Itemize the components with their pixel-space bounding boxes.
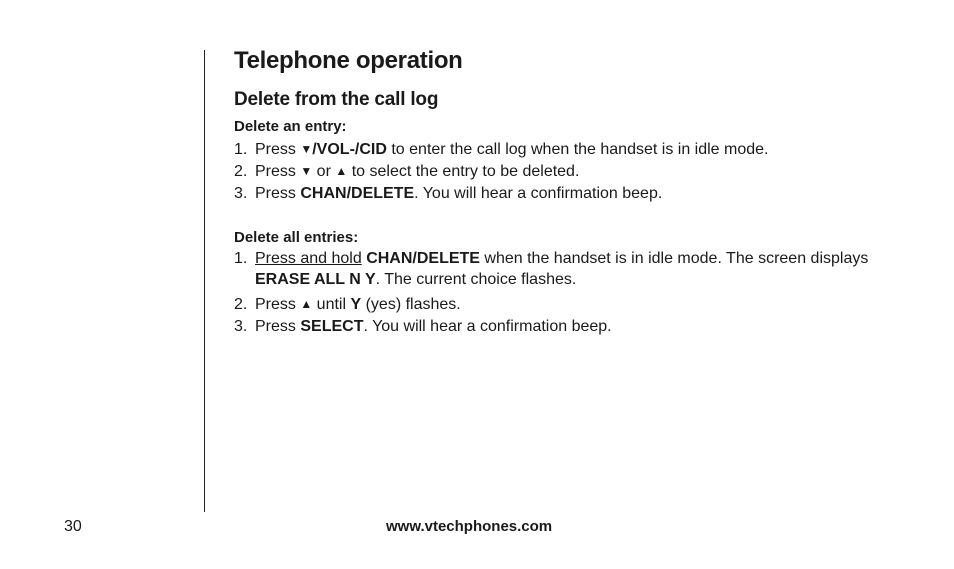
vertical-divider bbox=[204, 50, 205, 512]
list-item: 2. Press ▼ or ▲ to select the entry to be deleted. bbox=[234, 163, 580, 180]
delete-all-heading: Delete all entries: bbox=[234, 229, 359, 246]
up-arrow-icon: ▲ bbox=[335, 164, 348, 178]
up-arrow-icon: ▲ bbox=[300, 297, 313, 311]
website-url: www.vtechphones.com bbox=[386, 518, 553, 535]
list-item: 2. Press ▲ until Y (yes) flashes. bbox=[234, 296, 461, 313]
delete-all-steps bbox=[234, 248, 914, 337]
delete-entry-heading: Delete an entry: bbox=[234, 118, 347, 135]
delete-entry-steps bbox=[234, 139, 914, 205]
page-title: Telephone operation bbox=[234, 47, 463, 74]
down-arrow-icon: ▼ bbox=[300, 142, 313, 156]
list-item: 3. Press CHAN/DELETE. You will hear a confirmation beep. bbox=[234, 185, 663, 202]
list-item: 3. Press SELECT. You will hear a confirmation beep. bbox=[234, 318, 612, 335]
section-subtitle: Delete from the call log bbox=[234, 89, 439, 110]
list-item: 1. Press and hold CHAN/DELETE when the handset is in idle mode. The screen displays ERASE ALL N Y. The current choice flashes. bbox=[234, 250, 869, 288]
page-number: 30 bbox=[64, 518, 82, 535]
list-item: 1. Press ▼/VOL-/CID to enter the call log when the handset is in idle mode. bbox=[234, 141, 769, 158]
down-arrow-icon: ▼ bbox=[300, 164, 313, 178]
